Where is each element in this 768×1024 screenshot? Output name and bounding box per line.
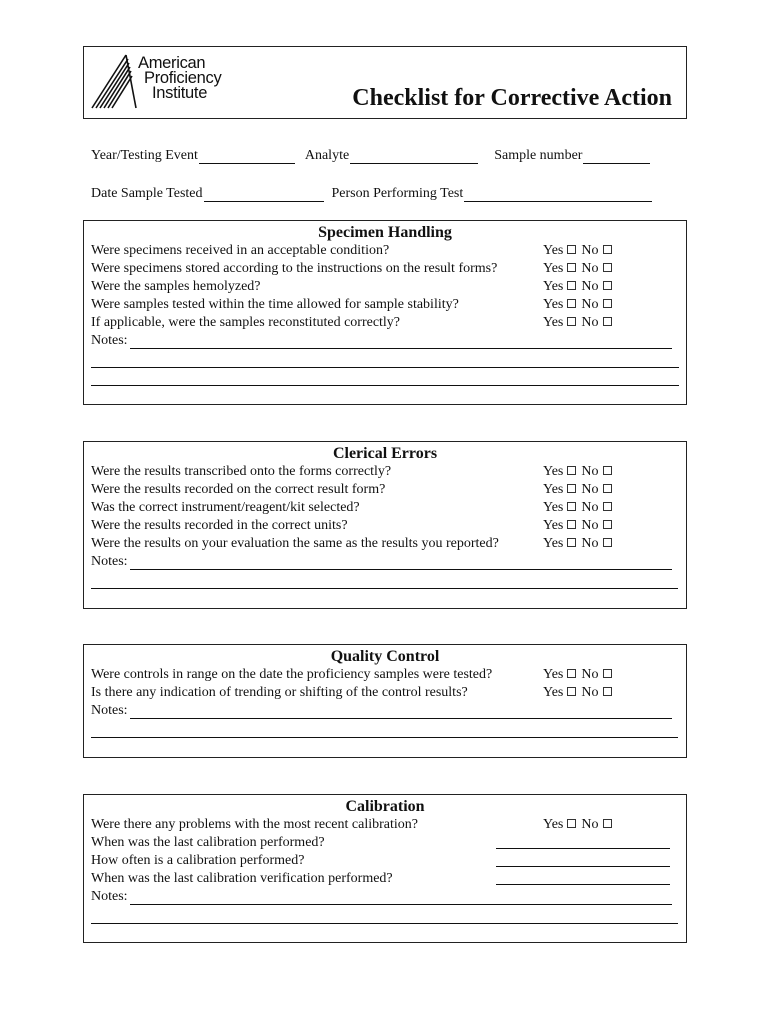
notes-line[interactable]: [91, 368, 679, 386]
question-row: [84, 260, 686, 278]
yes-checkbox[interactable]: [567, 317, 576, 326]
yes-checkbox[interactable]: [567, 299, 576, 308]
notes-field[interactable]: [84, 332, 686, 350]
yes-no-options: Yes No: [543, 260, 617, 278]
no-checkbox[interactable]: [603, 245, 612, 254]
notes-line[interactable]: [91, 350, 679, 368]
no-checkbox[interactable]: [603, 687, 612, 696]
question-row: [84, 481, 686, 499]
person-performing-test-label: Person Performing Test: [331, 186, 464, 201]
document-header: [83, 46, 687, 119]
no-checkbox[interactable]: [603, 281, 612, 290]
yes-no-options: Yes No: [543, 296, 617, 314]
question-row: [84, 242, 686, 260]
notes-field[interactable]: [84, 553, 686, 571]
notes-line[interactable]: [130, 904, 672, 905]
question-text: Was the correct instrument/reagent/kit selected?: [91, 500, 360, 515]
yes-checkbox[interactable]: [567, 502, 576, 511]
question-row: [84, 684, 686, 702]
person-performing-test-blank[interactable]: [464, 188, 652, 202]
yes-no-options: Yes No: [543, 535, 617, 553]
api-logo: [90, 53, 250, 113]
analyte-field[interactable]: [305, 148, 478, 164]
sample-number-field[interactable]: [494, 148, 650, 164]
notes-line[interactable]: [130, 718, 672, 719]
specimen-handling-section: [83, 220, 687, 405]
notes-line[interactable]: [130, 569, 672, 570]
notes-label: Notes:: [91, 889, 128, 904]
clerical-errors-section: [83, 441, 687, 609]
question-text: Were controls in range on the date the proficiency samples were tested?: [91, 667, 493, 682]
info-fields-row-2: [91, 186, 652, 202]
yes-no-options: Yes No: [543, 499, 617, 517]
question-text: If applicable, were the samples reconstituted correctly?: [91, 315, 401, 330]
yes-no-options: Yes No: [543, 684, 617, 702]
yes-checkbox[interactable]: [567, 245, 576, 254]
notes-line[interactable]: [91, 720, 678, 738]
answer-line[interactable]: [496, 848, 670, 849]
api-logo-text: American Proficiency Institute: [138, 54, 222, 102]
no-checkbox[interactable]: [603, 538, 612, 547]
notes-line[interactable]: [91, 571, 678, 589]
question-text: Were the results recorded on the correct result form?: [91, 482, 386, 497]
question-row: [84, 816, 686, 834]
question-row: [84, 278, 686, 296]
page-title: Checklist for Corrective Action: [352, 85, 672, 111]
section-title: Clerical Errors: [332, 445, 438, 462]
section-title: Specimen Handling: [318, 224, 452, 241]
person-performing-test-field[interactable]: [332, 186, 653, 202]
yes-checkbox[interactable]: [567, 520, 576, 529]
question-row: [84, 666, 686, 684]
question-text: Were specimens stored according to the instructions on the result forms?: [91, 261, 498, 276]
question-text: Were the results recorded in the correct units?: [91, 518, 348, 533]
question-row: [84, 517, 686, 535]
notes-line[interactable]: [130, 348, 672, 349]
year-testing-event-label: Year/Testing Event: [91, 148, 198, 163]
notes-field[interactable]: [84, 888, 686, 906]
yes-checkbox[interactable]: [567, 466, 576, 475]
no-checkbox[interactable]: [603, 484, 612, 493]
section-title: Quality Control: [330, 648, 440, 665]
analyte-blank[interactable]: [350, 150, 478, 164]
question-text: Were there any problems with the most recent calibration?: [91, 817, 418, 832]
year-testing-event-blank[interactable]: [199, 150, 295, 164]
question-text: Were the results on your evaluation the same as the results you reported?: [91, 536, 499, 551]
no-checkbox[interactable]: [603, 299, 612, 308]
question-text: Were the results transcribed onto the forms correctly?: [91, 464, 392, 479]
no-checkbox[interactable]: [603, 317, 612, 326]
question-text: When was the last calibration performed?: [91, 835, 325, 850]
yes-no-options: Yes No: [543, 666, 617, 684]
date-sample-tested-label: Date Sample Tested: [91, 186, 203, 201]
notes-line[interactable]: [91, 906, 678, 924]
question-text: Were the samples hemolyzed?: [91, 279, 261, 294]
question-row: [84, 296, 686, 314]
yes-checkbox[interactable]: [567, 281, 576, 290]
question-row: [84, 314, 686, 332]
answer-line[interactable]: [496, 884, 670, 885]
api-logo-mark-icon: [90, 53, 140, 109]
yes-no-options: Yes No: [543, 481, 617, 499]
date-sample-tested-blank[interactable]: [204, 188, 324, 202]
question-row: [84, 535, 686, 553]
yes-no-options: Yes No: [543, 242, 617, 260]
yes-no-options: Yes No: [543, 314, 617, 332]
yes-checkbox[interactable]: [567, 669, 576, 678]
no-checkbox[interactable]: [603, 520, 612, 529]
question-text: When was the last calibration verification performed?: [91, 871, 393, 886]
notes-field[interactable]: [84, 702, 686, 720]
notes-label: Notes:: [91, 554, 128, 569]
yes-no-options: Yes No: [543, 278, 617, 296]
question-text: How often is a calibration performed?: [91, 853, 305, 868]
yes-no-options: Yes No: [543, 816, 617, 834]
question-row: [84, 499, 686, 517]
info-fields-row-1: [91, 148, 650, 164]
question-row: [84, 463, 686, 481]
yes-checkbox[interactable]: [567, 819, 576, 828]
notes-label: Notes:: [91, 703, 128, 718]
yes-checkbox[interactable]: [567, 484, 576, 493]
yes-checkbox[interactable]: [567, 263, 576, 272]
no-checkbox[interactable]: [603, 502, 612, 511]
no-checkbox[interactable]: [603, 669, 612, 678]
question-row: [84, 852, 686, 870]
sample-number-label: Sample number: [494, 148, 583, 163]
quality-control-section: [83, 644, 687, 758]
no-checkbox[interactable]: [603, 819, 612, 828]
yes-no-options: Yes No: [543, 517, 617, 535]
calibration-section: [83, 794, 687, 943]
yes-checkbox[interactable]: [567, 687, 576, 696]
question-row: [84, 870, 686, 888]
yes-checkbox[interactable]: [567, 538, 576, 547]
question-text: Were specimens received in an acceptable condition?: [91, 243, 390, 258]
yes-no-options: Yes No: [543, 463, 617, 481]
date-sample-tested-field[interactable]: [91, 186, 324, 202]
no-checkbox[interactable]: [603, 466, 612, 475]
question-text: Were samples tested within the time allowed for sample stability?: [91, 297, 459, 312]
notes-label: Notes:: [91, 333, 128, 348]
no-checkbox[interactable]: [603, 263, 612, 272]
question-text: Is there any indication of trending or shifting of the control results?: [91, 685, 468, 700]
answer-line[interactable]: [496, 866, 670, 867]
year-testing-event-field[interactable]: [91, 148, 295, 164]
section-title: Calibration: [345, 798, 425, 815]
question-row: [84, 834, 686, 852]
sample-number-blank[interactable]: [583, 150, 650, 164]
analyte-label: Analyte: [304, 148, 350, 163]
